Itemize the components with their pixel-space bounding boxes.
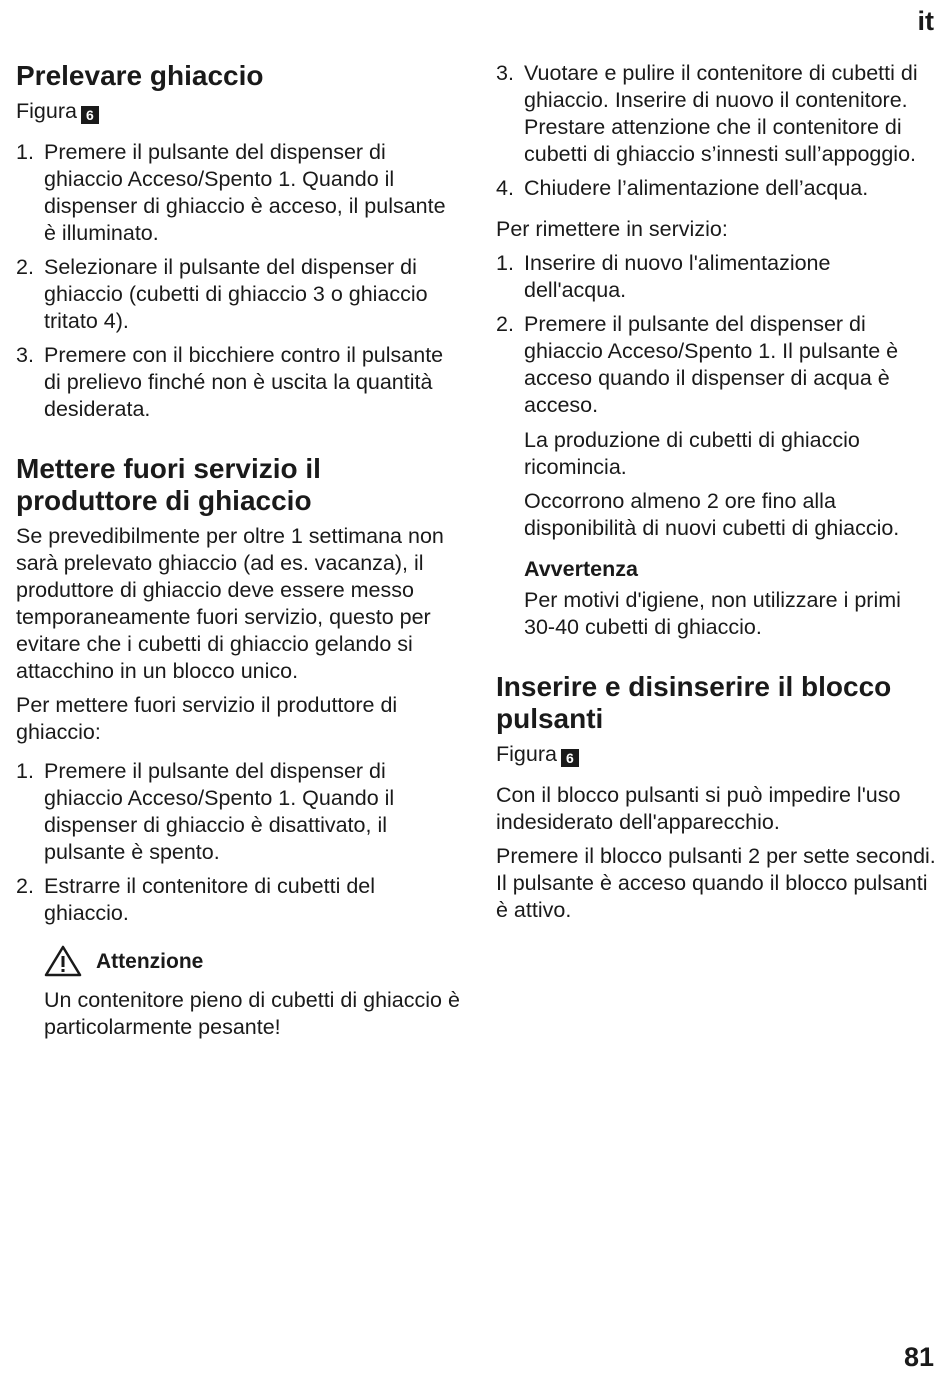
warning-title: Attenzione [96,949,204,973]
figure-number-box: 6 [81,106,99,124]
step-number: 2. [16,874,34,898]
step-number: 2. [16,255,34,279]
step-number: 1. [16,759,34,783]
list-item [496,311,936,419]
list-item [16,139,461,247]
step-text: Premere il pulsante del dispenser di ghiaccio Acceso/Spento 1. Il pulsante è acceso quando il dispenser di acqua è acceso. [524,312,899,417]
right-column [496,60,936,931]
advice-title: Avvertenza [524,557,638,581]
section-title-fuori-servizio: Mettere fuori servizio il produttore di ghiaccio [16,453,321,516]
figure-label: Figura [496,742,557,766]
warning-text: Un contenitore pieno di cubetti di ghiaccio è particolarmente pesante! [44,988,460,1039]
step-number: 3. [496,61,514,85]
steps-continued [496,60,936,202]
language-tag: it [917,6,934,36]
figure-label: Figura [16,99,77,123]
step-number: 1. [16,140,34,164]
left-column [16,60,461,1048]
restart-note: Occorrono almeno 2 ore fino alla disponibilità di nuovi cubetti di ghiaccio. [524,489,900,540]
step-number: 3. [16,343,34,367]
step-text: Chiudere l’alimentazione dell’acqua. [524,176,869,200]
step-text: Premere il pulsante del dispenser di ghiaccio Acceso/Spento 1. Quando il dispenser di ghiaccio è disattivato, il pulsante è spento. [44,759,395,864]
list-item [496,175,936,202]
figure-reference [496,741,936,768]
step-number: 1. [496,251,514,275]
list-item [16,342,461,423]
steps-fuori-servizio [16,758,461,927]
paragraph: Con il blocco pulsanti si può impedire l'uso indesiderato dell'apparecchio. [496,783,901,834]
restart-note: La produzione di cubetti di ghiaccio ricomincia. [524,428,860,479]
list-item [16,873,461,927]
paragraph: Premere il blocco pulsanti 2 per sette secondi. Il pulsante è acceso quando il blocco pulsanti è attivo. [496,844,936,922]
step-text: Selezionare il pulsante del dispenser di ghiaccio (cubetti di ghiaccio 3 o ghiaccio tritato 4). [44,255,428,333]
list-item [16,758,461,866]
step-number: 2. [496,312,514,336]
section-title-blocco-pulsanti: Inserire e disinserire il blocco pulsanti [496,671,892,734]
paragraph: Per rimettere in servizio: [496,217,728,241]
figure-reference [16,98,461,125]
step-text: Premere con il bicchiere contro il pulsante di prelievo finché non è uscita la quantità desiderata. [44,343,444,421]
step-number: 4. [496,176,514,200]
paragraph: Per mettere fuori servizio il produttore di ghiaccio: [16,693,398,744]
step-text: Inserire di nuovo l'alimentazione dell'acqua. [524,251,831,302]
step-text: Premere il pulsante del dispenser di ghiaccio Acceso/Spento 1. Quando il dispenser di ghiaccio è acceso, il pulsante è illuminato. [44,140,446,245]
steps-restart [496,250,936,419]
steps-prelevare [16,139,461,423]
step-text: Vuotare e pulire il contenitore di cubetti di ghiaccio. Inserire di nuovo il contenitore. Prestare attenzione che il contenitore di cubetti di ghiaccio s’innesti sull’appoggio. [524,61,918,166]
list-item [16,254,461,335]
paragraph: Se prevedibilmente per oltre 1 settimana non sarà prelevato ghiaccio (ad es. vacanza), il produttore di ghiaccio deve essere messo temporaneamente fuori servizio, questo per evitare che i cubetti di ghiaccio gelando si attacchino in un blocco unico. [16,524,444,683]
list-item [496,250,936,304]
step-text: Estrarre il contenitore di cubetti del ghiaccio. [44,874,376,925]
advice-text: Per motivi d'igiene, non utilizzare i primi 30-40 cubetti di ghiaccio. [524,588,901,639]
warning-icon [44,945,82,977]
warning-heading [44,945,461,977]
section-title-prelevare: Prelevare ghiaccio [16,60,264,91]
page-number: 81 [903,1342,934,1372]
list-item [496,60,936,168]
figure-number-box: 6 [561,749,579,767]
